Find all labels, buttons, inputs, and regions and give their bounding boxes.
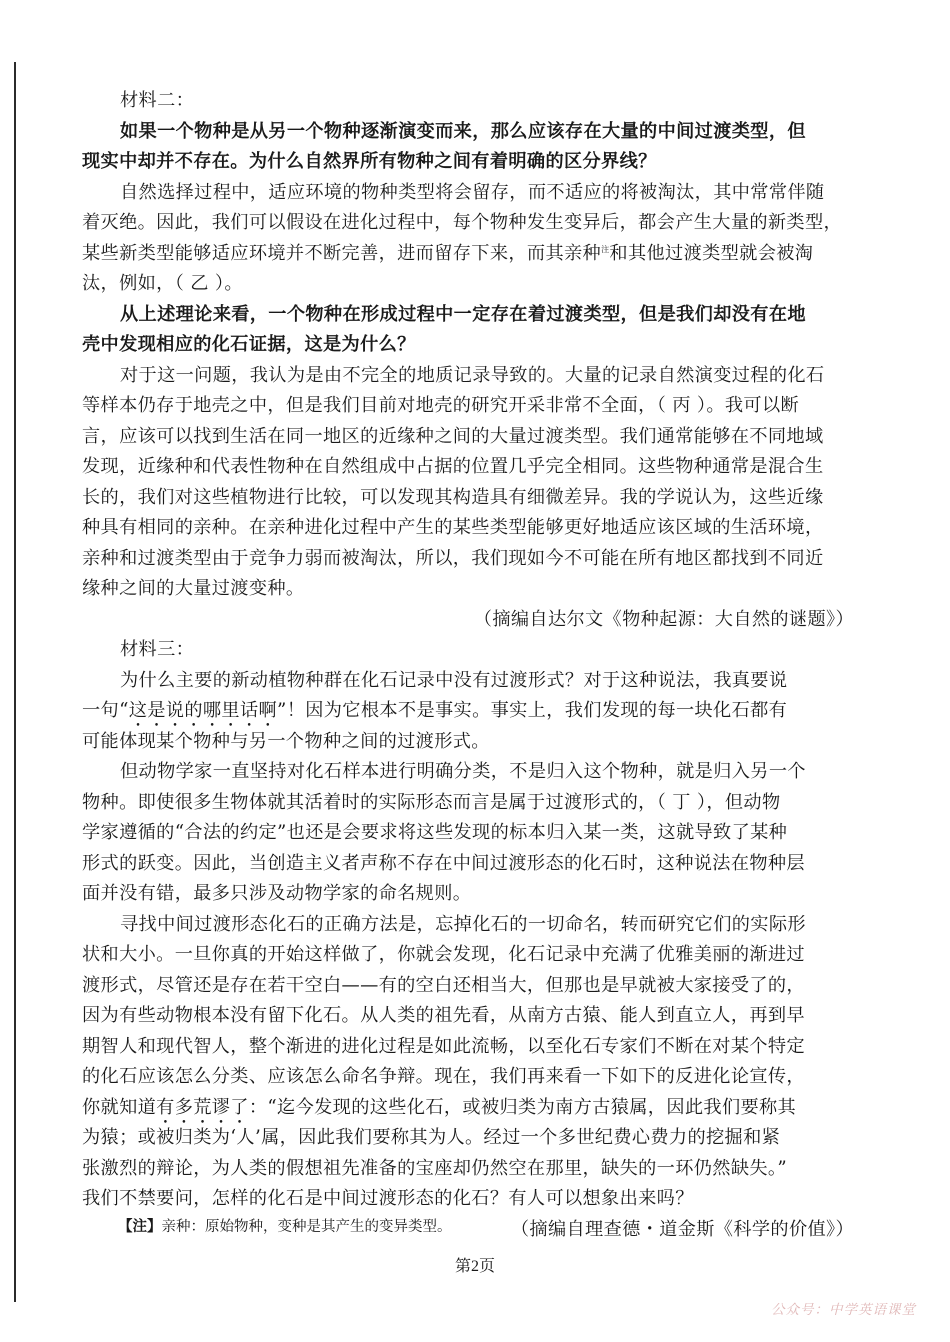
document-body [82, 86, 862, 1245]
question-line: 壳中发现相应的化石证据，这是为什么？ [82, 334, 416, 355]
footnote-tag: 【注】 [118, 1218, 162, 1235]
page-number: 第2页 [454, 1258, 495, 1275]
blank-ding-line: 物种。即使很多生物体就其活着时的实际形态而言是属于过渡形式的，（ 丁 ），但动物 [82, 791, 781, 813]
paragraph-line: 张激烈的辩论，为人类的假想祖先准备的宝座却仍然空在那里，缺失的一环仍然缺失。” [82, 1157, 787, 1179]
paragraph-line: 为什么主要的新动植物种群在化石记录中没有过渡形式？对于这种说法，我真要说 [120, 669, 788, 691]
paragraph-line: 亲种和过渡类型由于竞争力弱而被淘汰，所以，我们现如今不可能在所有地区都找到不同近 [82, 547, 824, 569]
paragraph-line: 对于这一问题，我认为是由不完全的地质记录导致的。大量的记录自然演变过程的化石 [120, 364, 825, 386]
question-line: 如果一个物种是从另一个物种逐渐演变而来，那么应该存在大量的中间过渡类型，但 [120, 120, 806, 142]
paragraph-line: 面并没有错，最多只涉及动物学家的命名规则。 [82, 883, 472, 904]
margin-binding-line [14, 62, 16, 1302]
paragraph-line: 一句“这是说的哪里话啊”！因为它根本不是事实。事实上，我们发现的每一块化石都有 [82, 700, 788, 721]
question-line: 现实中却并不存在。为什么自然界所有物种之间有着明确的区分界线？ [82, 151, 657, 172]
paragraph-line: 着灭绝。因此，我们可以假设在进化过程中，每个物种发生变异后，都会产生大量的新类型， [82, 212, 843, 233]
paragraph-line: 但动物学家一直坚持对化石样本进行明确分类，不是归入这个物种，就是归入另一个 [120, 761, 806, 782]
paragraph-line: 我们不禁要问，怎样的化石是中间过渡形态的化石？有人可以想象出来吗？ [82, 1188, 694, 1209]
blank-bing-line: 等样本仍存于地壳之中，但是我们目前对地壳的研究开采非常不全面，（ 丙 ）。我可以断 [82, 395, 800, 416]
footnote-text: 亲种：原始物种，变种是其产生的变异类型。 [161, 1219, 452, 1235]
paragraph-line: 学家遵循的“合法的约定”也还是会要求将这些发现的标本归入某一类，这就导致了某种 [82, 822, 788, 843]
paragraph-line: 你就知道有多荒谬了：“迄今发现的这些化石，或被归类为南方古猿属，因此我们要称其 [82, 1096, 797, 1118]
paragraph-line: 寻找中间过渡形态化石的正确方法是，忘掉化石的一切命名，转而研究它们的实际形 [120, 913, 806, 935]
material-three-heading: 材料三： [120, 639, 195, 660]
paragraph-line: 缘种之间的大量过渡变种。 [82, 578, 305, 599]
paragraph-line: 状和大小。一旦你真的开始这样做了，你就会发现，化石记录中充满了优雅美丽的渐进过 [82, 944, 805, 965]
material-two-heading: 材料二： [120, 90, 195, 111]
paragraph-line: 因为有些动物根本没有留下化石。从人类的祖先看，从南方古猿、能人到直立人，再到早 [82, 1005, 805, 1026]
source-citation-dawkins: （摘编自理查德・道金斯《科学的价值》） [510, 1218, 854, 1240]
paragraph-line: 为猿；或被归类为‘人’属，因此我们要称其为人。经过一个多世纪费心费力的挖掘和紧 [82, 1127, 781, 1148]
paragraph-line: 可能体现某个物种与另一个物种之间的过渡形式。 [82, 730, 490, 752]
question-line: 从上述理论来看，一个物种在形成过程中一定存在着过渡类型，但是我们却没有在地 [120, 303, 806, 325]
paragraph-line: 种具有相同的亲种。在亲种进化过程中产生的某些类型能够更好地适应该区域的生活环境， [82, 517, 824, 538]
source-citation-darwin: （摘编自达尔文《物种起源：大自然的谜题》） [473, 608, 854, 630]
blank-yi-line: 汰，例如，（ 乙 ）。 [82, 273, 243, 294]
paragraph-line: 的化石应该怎么分类、应该怎么命名争辩。现在，我们再来看一下如下的反进化论宣传， [82, 1066, 805, 1087]
emphasis-dotted-text: 这是说的哪里话啊 [128, 700, 278, 721]
paragraph-line: 期智人和现代智人，整个渐进的进化过程是如此流畅，以至化石专家们不断在对某个特定 [82, 1035, 805, 1057]
paragraph-line: 长的，我们对这些植物进行比较，可以发现其构造具有细微差异。我的学说认为，这些近缘 [82, 486, 824, 508]
paragraph-line: 自然选择过程中，适应环境的物种类型将会留存，而不适应的将被淘汰，其中常常伴随 [120, 181, 825, 203]
paragraph-line: 形式的跃变。因此，当创造主义者声称不存在中间过渡形态的化石时，这种说法在物种层 [82, 852, 805, 874]
emphasis-dotted-text: 有多荒谬了 [156, 1096, 249, 1118]
footnote [118, 1217, 452, 1237]
watermark: 公众号：中学英语课堂 [771, 1302, 916, 1318]
paragraph-line: 某些新类型能够适应环境并不断完善，进而留存下来，而其亲种$^注$和其他过渡类型就会被淘 [82, 242, 814, 264]
footnote-marker: 注 [601, 244, 610, 254]
paragraph-line: 言，应该可以找到生活在同一地区的近缘种之间的大量过渡类型。我们通常能够在不同地域 [82, 425, 824, 447]
paragraph-line: 发现，近缘种和代表性物种在自然组成中占据的位置几乎完全相同。这些物种通常是混合生 [82, 456, 824, 477]
paragraph-line: 渡形式，尽管还是存在若干空白——有的空白还相当大，但那也是早就被大家接受了的， [82, 974, 805, 996]
